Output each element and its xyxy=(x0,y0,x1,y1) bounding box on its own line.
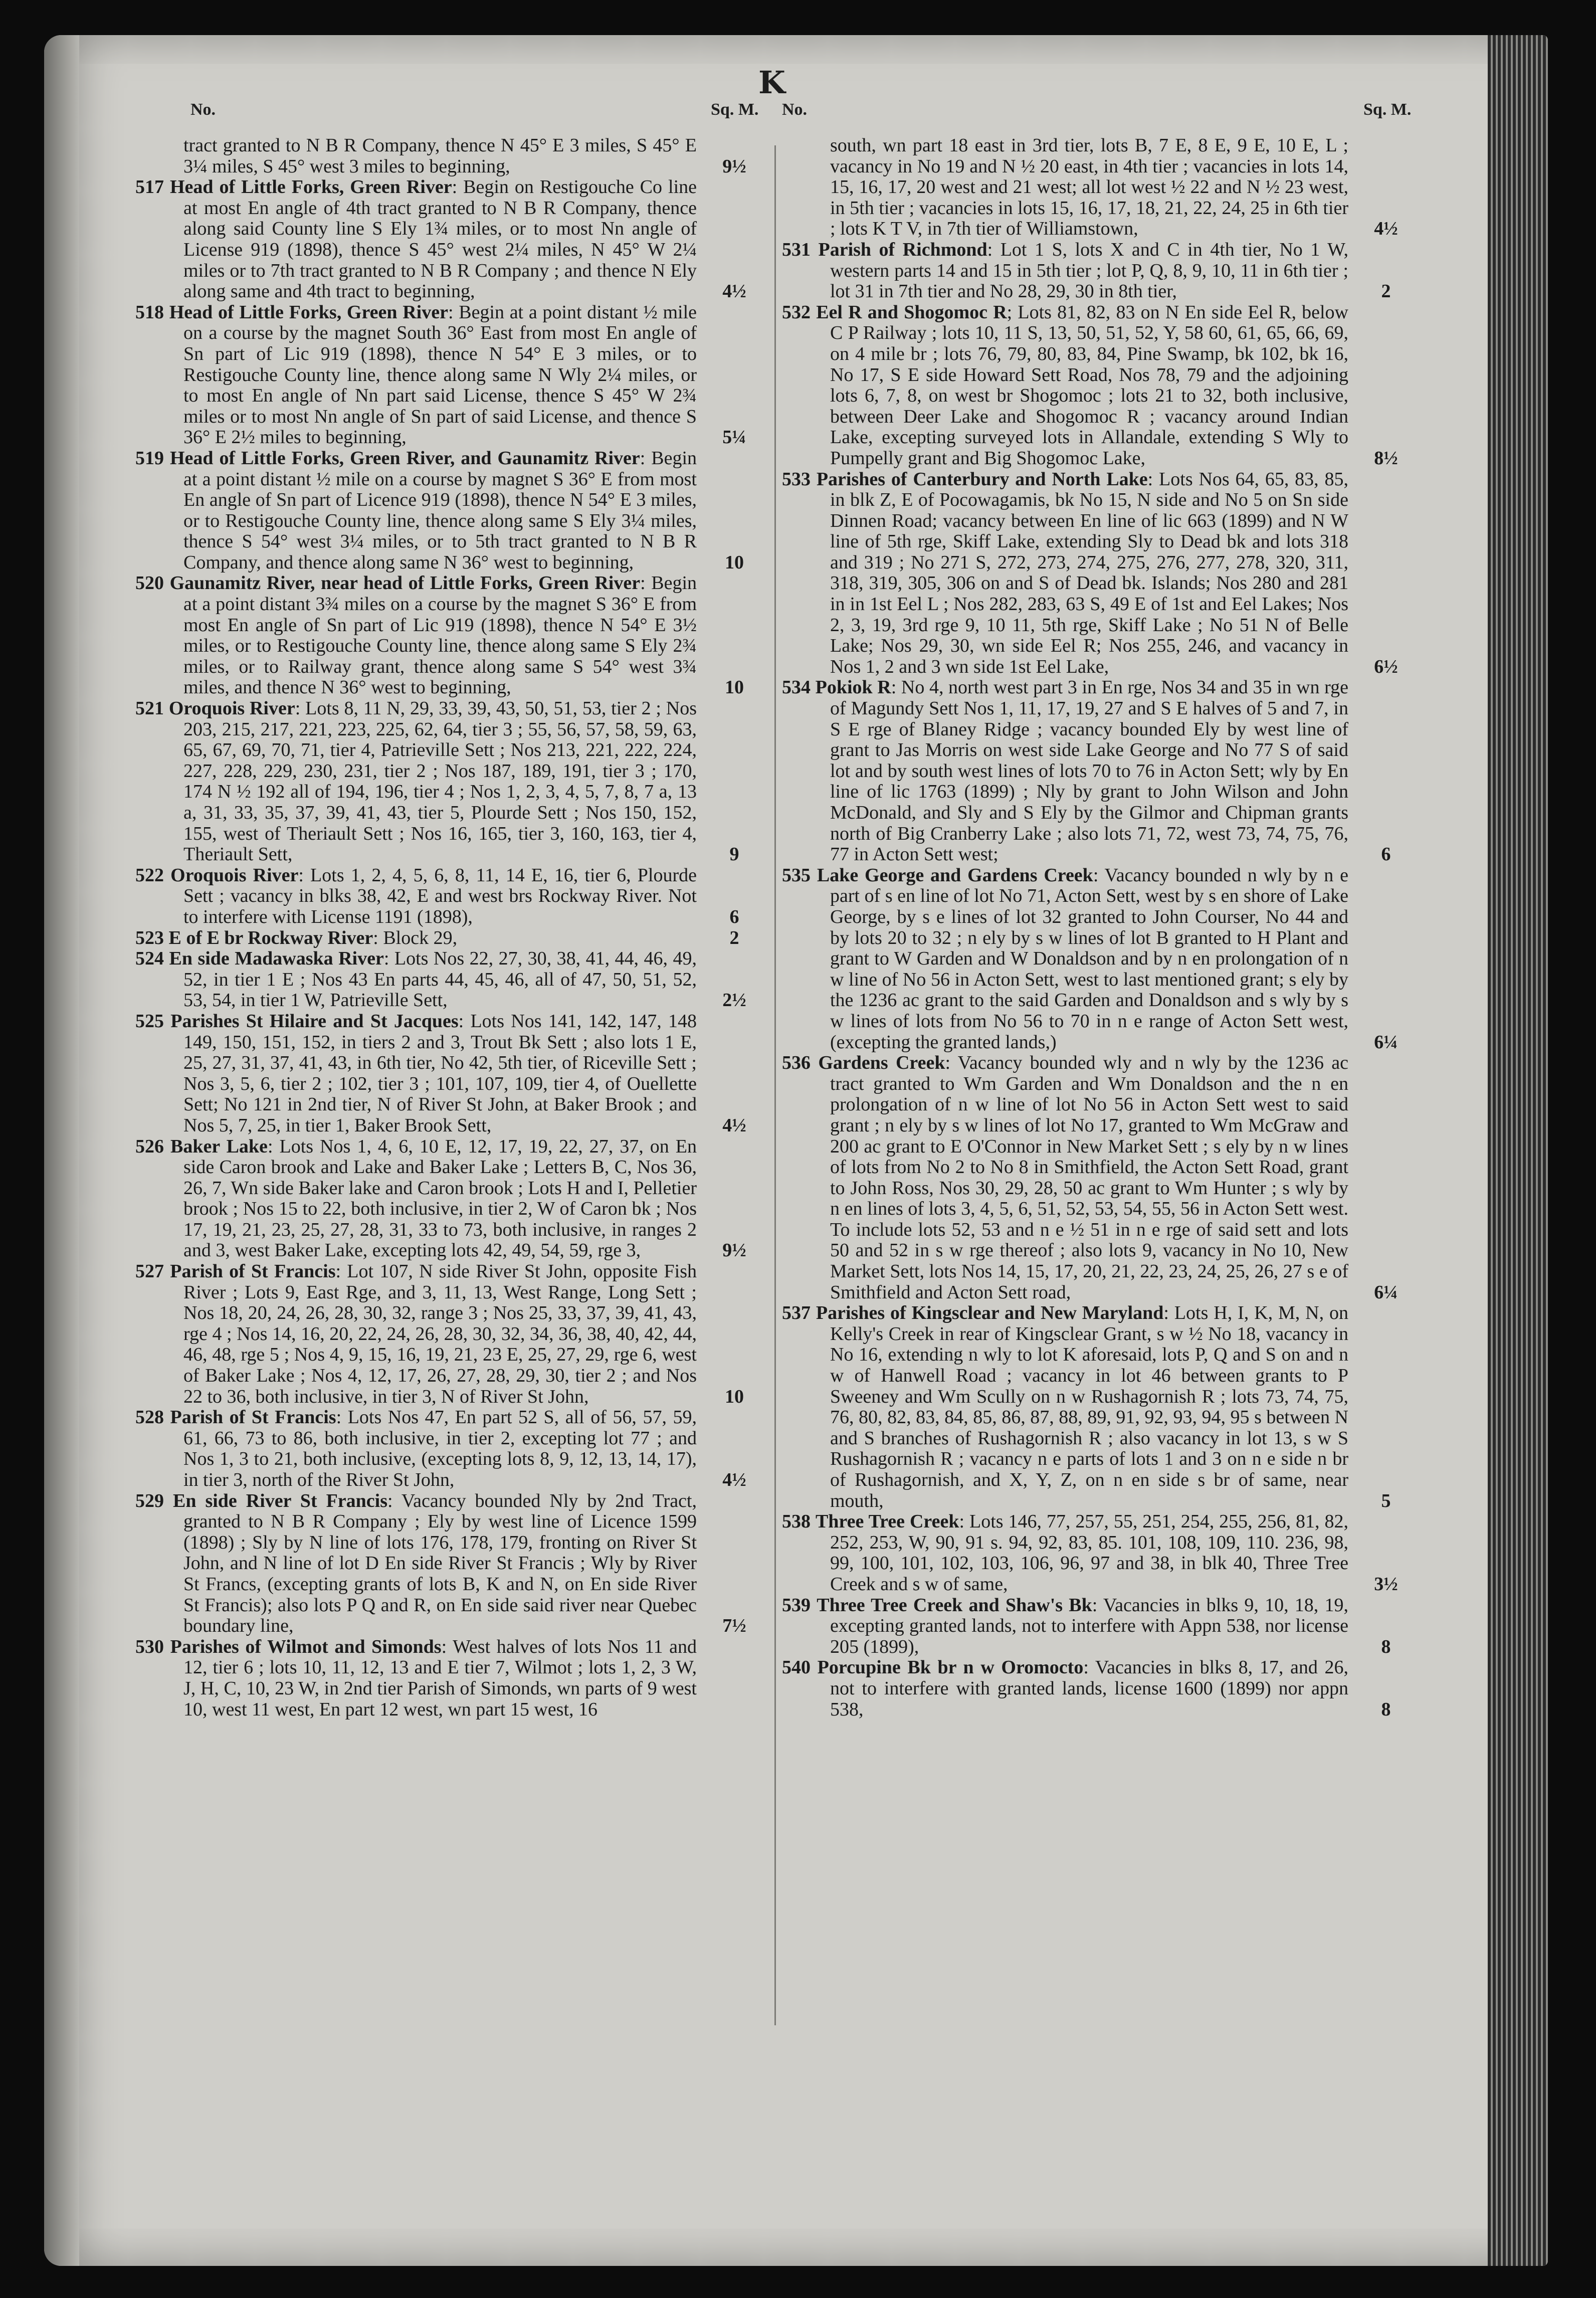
register-entry xyxy=(135,1261,762,1407)
register-entry xyxy=(782,1053,1414,1303)
entry-text: : Vacancies in blks 8, 17, and 26, not to interfere with granted lands, license 1600 (1899) nor appn 538, xyxy=(830,1657,1349,1720)
entry-text: tract granted to N B R Company, thence N 45° E 3 miles, S 45° E 3¼ miles, S 45° west 3 miles to beginning, xyxy=(183,135,697,177)
register-entry xyxy=(135,1136,762,1262)
entry-text: : Begin on Restigouche Co line at most En angle of 4th tract granted to N B R Company, thence along said County line S Ely 1¾ miles, or to most Nn angle of License 919 (1898), thence S 45° west 2¼ miles, N 45° W 2¼ miles or to 7th tract granted to N B R Company ; and thence N Ely along same and 4th tract to beginning, xyxy=(183,176,697,302)
right-no-header: No. xyxy=(782,100,808,119)
column-divider xyxy=(774,145,776,2025)
entry-number: 534 xyxy=(782,677,811,698)
entry-title: En side River St Francis xyxy=(172,1490,388,1511)
entry-number: 538 xyxy=(782,1511,811,1533)
entry-title: En side Madawaska River xyxy=(169,948,384,970)
entry-number: 517 xyxy=(135,176,164,198)
entry-sqm: 5¼ xyxy=(722,427,746,448)
register-entry xyxy=(782,302,1414,469)
page-letter: K xyxy=(758,64,785,101)
register-entry xyxy=(135,1011,762,1136)
entry-sqm: 6 xyxy=(729,906,739,927)
entry-number: 533 xyxy=(782,468,811,490)
left-column xyxy=(135,135,762,1720)
entry-number: 535 xyxy=(782,864,811,886)
entry-sqm: 8½ xyxy=(1374,447,1398,469)
left-sqm-header: Sq. M. xyxy=(711,100,759,119)
register-entry xyxy=(135,302,762,448)
entry-title: Lake George and Gardens Creek xyxy=(817,864,1093,886)
entry-number: 528 xyxy=(135,1407,164,1428)
entry-sqm: 10 xyxy=(725,1386,744,1407)
entry-title: Parishes of Canterbury and North Lake xyxy=(816,468,1148,490)
entry-number: 520 xyxy=(135,572,164,594)
entry-sqm: 10 xyxy=(725,551,744,573)
entry-number: 527 xyxy=(135,1261,164,1282)
page-gutter-shadow xyxy=(44,35,79,2266)
entry-title: Head of Little Forks, Green River, and Gaunamitz River xyxy=(169,447,640,469)
entry-title: Parish of St Francis xyxy=(170,1261,336,1282)
entry-number: 536 xyxy=(782,1052,811,1074)
entry-title: Parishes of Kingsclear and New Maryland xyxy=(816,1302,1164,1324)
register-entry xyxy=(135,448,762,573)
register-entry xyxy=(782,1657,1414,1720)
entry-number: 524 xyxy=(135,948,164,970)
entry-text: : Vacancy bounded wly and n wly by the 1236 ac tract granted to Wm Garden and Wm Donaldson and the n en prolongation of n w line of lot No 56 in Acton Sett west to said grant ; n ely by s w lines of lot No 17, granted to Wm McGraw and 200 ac grant to E O'Connor in New Market Sett ; s ely by n w lines of lots from No 2 to No 8 in Smithfield, the Acton Sett Road, grant to John Ross, Nos 30, 29, 28, 50 ac grant to Wm Hunter ; s wly by n en lines of lots 3, 4, 5, 6, 51, 52, 53, 54, 55, 56 in Acton Sett west. To include lots 52, 53 and n e ½ 51 in n e rge of said sett and lots 50 and 52 in s w rge thereof ; also lots 9, vacancy in No 10, New Market Sett, lots Nos 14, 15, 17, 20, 21, 22, 23, 24, 25, 26, 27 s e of Smithfield and Acton Sett road, xyxy=(830,1052,1348,1303)
entry-title: Baker Lake xyxy=(170,1135,268,1157)
entry-number: 519 xyxy=(135,447,164,469)
entry-title: Parishes St Hilaire and St Jacques xyxy=(170,1010,459,1032)
entry-sqm: 4½ xyxy=(722,1469,746,1490)
entry-sqm: 6¼ xyxy=(1374,1281,1398,1303)
register-entry xyxy=(782,865,1414,1053)
entry-text: : West halves of lots Nos 11 and 12, tier 6 ; lots 10, 11, 12, 13 and E tier 7, Wilmot ; lots 1, 2, 3 W, J, H, C, 10, 23 W, in 2nd tier Parish of Simonds, wn parts of 9 west 10, west 11 west, En part 12 west, wn part 15 west, 16 xyxy=(183,1636,697,1720)
entry-text: : Lots Nos 64, 65, 83, 85, in blk Z, E of Pocowagamis, bk No 15, N side and No 5 on Sn side Dinnen Road; vacancy between En line of lic 663 (1899) and N W line of 5th rge, Skiff Lake, extending Sly to Dead bk and lots 318 and 319 ; No 271 S, 272, 273, 274, 275, 276, 277, 278, 320, 311, 318, 319, 305, 306 on and S of Dead bk. Islands; Nos 280 and 281 in in 1st Eel L ; Nos 282, 283, 63 S, 49 E of 1st and Eel Lakes; Nos 2, 3, 19, 3rd rge 9, 10 11, 5th rge, Skiff Lake ; No 51 N of Belle Lake; Nos 29, 30, wn side Eel R; Nos 255, 246, and vacancy in Nos 1, 2 and 3 wn side 1st Eel Lake, xyxy=(830,468,1348,677)
entry-text: : Lot 107, N side River St John, opposite Fish River ; Lots 9, East Rge, and 3, 11, 13, West Range, Long Sett ; Nos 18, 20, 24, 26, 28, 30, 32, range 3 ; Nos 25, 33, 37, 39, 41, 43, rge 4 ; Nos 14, 16, 20, 22, 24, 26, 28, 30, 32, 34, 36, 38, 40, 42, 44, 46, 48, rge 5 ; Nos 4, 9, 15, 16, 19, 21, 23 E, 25, 27, 29, rge 6, west of Baker Lake ; Nos 4, 12, 17, 26, 27, 28, 29, 30, tier 2 ; and Nos 22 to 36, both inclusive, in tier 3, N of River St John, xyxy=(183,1261,697,1407)
entry-text: : No 4, north west part 3 in En rge, Nos 34 and 35 in wn rge of Magundy Sett Nos 1, 11, 17, 19, 27 and S E halves of 5 and 7, in S E rge of Blaney Ridge ; vacancy bounded Ely by west line of grant to Jas Morris on west side Lake George and No 77 S of said lot and by south west lines of lots 70 to 76 in Acton Sett; wly by En line of lic 1763 (1899) ; Nly by grant to John Wilson and John McDonald, and Sly and S Ely by the Gilmor and Chipman grants north of Big Cranberry Lake ; also lots 71, 72, west 73, 74, 75, 76, 77 in Acton Sett west; xyxy=(830,677,1349,865)
entry-sqm: 9½ xyxy=(722,155,746,177)
entry-text: : Begin at a point distant ½ mile on a course by the magnet South 36° East from most En angle of Sn part of Lic 919 (1898), thence N 54° E 3 miles, or to Restigouche County line, thence along same N Wly 2¼ miles, or to most En angle of Nn part said License, thence S 45° W 2¾ miles or to most Nn angle of Sn part of said License, and thence S 36° E 2½ miles to beginning, xyxy=(183,301,697,448)
entry-title: Eel R and Shogomoc R xyxy=(816,301,1007,323)
entry-text: : Vacancy bounded n wly by n e part of s en line of lot No 71, Acton Sett, west by s en shore of Lake George, by s e lines of lot 32 granted to John Courser, No 44 and by lots 20 to 32 ; n ely by s w lines of lot B granted to H Plant and grant to W Garden and W Donaldson and by n en prolongation of n w line of No 56 in Acton Sett, west to last mentioned grant; s ely by the 1236 ac grant to the said Garden and Donaldson and s wly by s w lines of lots from No 56 to 70 in n e range of Acton Sett west, (excepting the granted lands,) xyxy=(830,864,1348,1053)
register-entry xyxy=(135,698,762,865)
entry-number: 525 xyxy=(135,1010,164,1032)
entry-text: : Lots H, I, K, M, N, on Kelly's Creek in rear of Kingsclear Grant, s w ½ No 18, vacancy in No 16, extending n wly to lot K aforesaid, lots P, Q and S on and n w of Hanwell Road ; vacancy in lot 46 between grants to P Sweeney and Wm Scully on n w Rushagornish R ; lots 73, 74, 75, 76, 80, 82, 83, 84, 85, 86, 87, 88, 89, 91, 92, 93, 94, 95 s between N and S branches of Rushagornish R ; also vacancy in lot 13, s w S Rushagornish R ; vacancy n e parts of lots 1 and 3 on n e side n br of Rushagornish, and X, Y, Z, on n en side s br of same, near mouth, xyxy=(830,1302,1349,1511)
entry-title: Porcupine Bk br n w Oromocto xyxy=(817,1657,1084,1678)
register-entry xyxy=(135,1491,762,1637)
entry-text: : Lots 1, 2, 4, 5, 6, 8, 11, 14 E, 16, tier 6, Plourde Sett ; vacancy in blks 38, 42, E and west brs Rockway River. Not to interfere with License 1191 (1898), xyxy=(183,864,697,927)
right-sqm-header: Sq. M. xyxy=(1363,100,1412,119)
entry-title: Parishes of Wilmot and Simonds xyxy=(170,1636,442,1657)
register-entry xyxy=(135,177,762,302)
page-edge-stack xyxy=(1488,35,1548,2266)
entry-title: Head of Little Forks, Green River xyxy=(169,301,448,323)
register-entry xyxy=(782,677,1414,865)
right-column xyxy=(782,135,1414,1720)
entry-number: 530 xyxy=(135,1636,164,1657)
entry-number: 537 xyxy=(782,1302,811,1324)
entry-text: : Begin at a point distant 3¾ miles on a course by the magnet S 36° E from most En angle of Sn part of Lic 919 (1898), thence N 54° E 3½ miles, or to Restigouche County line, thence along same S Ely 2¾ miles, or to Railway grant, thence along same S 54° west 3¾ miles, and thence N 36° west to beginning, xyxy=(183,572,697,698)
entry-number: 526 xyxy=(135,1135,164,1157)
register-entry xyxy=(135,865,762,928)
entry-text: : Lots Nos 141, 142, 147, 148 149, 150, 151, 152, in tiers 2 and 3, Trout Bk Sett ; also lots 1 E, 25, 27, 31, 37, 41, 43, in 6th tier, No 42, 5th tier, of Riceville Sett ; Nos 3, 5, 6, tier 2 ; 102, tier 3 ; 101, 107, 109, tier 4, of Ouellette Sett; No 121 in 2nd tier, N of River St John, at Baker Brook ; and Nos 5, 7, 25, in tier 1, Baker Brook Sett, xyxy=(183,1010,697,1136)
entry-sqm: 8 xyxy=(1381,1698,1391,1720)
entry-sqm: 2½ xyxy=(722,990,746,1011)
entry-sqm: 6 xyxy=(1381,844,1391,865)
entry-text: : Vacancy bounded Nly by 2nd Tract, granted to N B R Company ; Ely by west line of Licence 1599 (1898) ; Sly by N line of lots 176, 178, 179, fronting on River St John, and N line of lot D En side River St Francis ; Wly by River St Francs, (excepting grants of lots B, K and N, on En side River St Francis); also lots P Q and R, on En side said river near Quebec boundary line, xyxy=(183,1490,697,1637)
register-entry xyxy=(135,573,762,698)
entry-sqm: 6¼ xyxy=(1374,1031,1398,1053)
entry-text: : Lots Nos 22, 27, 30, 38, 41, 44, 46, 49, 52, in tier 1 E ; Nos 43 En parts 44, 45, 46, all of 47, 50, 51, 52, 53, 54, in tier 1 W, Patrieville Sett, xyxy=(183,948,697,1011)
entry-number: 540 xyxy=(782,1657,811,1678)
entry-text: : Lot 1 S, lots X and C in 4th tier, No 1 W, western parts 14 and 15 in 5th tier ; lot P, Q, 8, 9, 10, 11 in 6th tier ; lot 31 in 7th tier and No 28, 29, 30 in 8th tier, xyxy=(830,239,1348,302)
register-entry xyxy=(782,1511,1414,1595)
entry-number: 529 xyxy=(135,1490,164,1511)
entry-sqm: 9½ xyxy=(722,1240,746,1261)
register-entry xyxy=(782,1303,1414,1511)
entry-text: : Lots 146, 77, 257, 55, 251, 254, 255, 256, 81, 82, 252, 253, W, 90, 91 s. 94, 92, 83, 85. 101, 108, 109, 110. 236, 98, 99, 100, 101, 102, 103, 106, 96, 97 and 38, in blk 40, Three Tree Creek and s w of same, xyxy=(830,1511,1348,1595)
entry-title: Gardens Creek xyxy=(818,1052,945,1074)
entry-sqm: 2 xyxy=(729,927,739,948)
entry-sqm: 2 xyxy=(1381,281,1391,302)
entry-text: south, wn part 18 east in 3rd tier, lots B, 7 E, 8 E, 9 E, 10 E, L ; vacancy in No 19 and N ½ 20 east, in 4th tier ; vacancies in lots 14, 15, 16, 17, 20 west and 21 west; all lot west ½ 22 and N ½ 23 west, in 5th tier ; vacancies in lots 15, 16, 17, 18, 21, 22, 24, 25 in 6th tier ; lots K T V, in 7th tier of Williamstown, xyxy=(830,135,1348,240)
entry-sqm: 9 xyxy=(729,844,739,865)
entry-number: 518 xyxy=(135,301,164,323)
entry-number: 531 xyxy=(782,239,811,260)
entry-text: : Begin at a point distant ½ mile on a course by magnet S 36° E from most En angle of Sn part of Licence 919 (1898), thence N 54° E 3 miles, or to Restigouche County line, thence along same S Ely 3¼ miles, thence S 54° west 3¼ miles, or to 5th tract granted to N B R Company, and thence along same N 36° west to beginning, xyxy=(183,447,697,573)
register-entry xyxy=(135,1637,762,1720)
register-entry xyxy=(135,928,762,949)
entry-title: Pokiok R xyxy=(815,677,891,698)
entry-title: Oroquois River xyxy=(168,698,295,719)
entry-sqm: 10 xyxy=(725,677,744,698)
entry-number: 539 xyxy=(782,1594,811,1616)
left-no-header: No. xyxy=(190,100,216,119)
entry-sqm: 4½ xyxy=(722,1114,746,1136)
entry-title: Head of Little Forks, Green River xyxy=(169,176,452,198)
entry-text: ; Lots 81, 82, 83 on N En side Eel R, below C P Railway ; lots 10, 11 S, 13, 50, 51, 52, Y, 58 60, 61, 65, 66, 69, on 4 mile br ; lots 76, 79, 80, 83, 84, Pine Swamp, bk 102, bk 16, No 17, S E side Howard Sett Road, Nos 78, 79 and the adjoining lots 6, 7, 8, on west br Shogomoc ; lots 21 to 32, both inclusive, between Deer Lake and Shogomoc R ; vacancy around Indian Lake, excepting surveyed lots in Allandale, extending S Wly to Pumpelly grant and Big Shogomoc Lake, xyxy=(830,301,1348,469)
entry-title: Gaunamitz River, near head of Little Forks, Green River xyxy=(169,572,641,594)
entry-number: 522 xyxy=(135,864,164,886)
entry-title: Parish of Richmond xyxy=(818,239,987,260)
entry-title: Oroquois River xyxy=(170,864,299,886)
entry-sqm: 5 xyxy=(1381,1490,1391,1511)
entry-text: : Lots Nos 47, En part 52 S, all of 56, 57, 59, 61, 66, 73 to 86, both inclusive, in tier 2, excepting lot 77 ; and Nos 1, 3 to 21, both inclusive, (excepting lots 8, 9, 12, 13, 14, 17), in tier 3, north of the River St John, xyxy=(183,1407,697,1490)
register-entry xyxy=(135,1407,762,1490)
entry-title: E of E br Rockway River xyxy=(168,927,373,948)
entry-text: : Lots 8, 11 N, 29, 33, 39, 43, 50, 51, 53, tier 2 ; Nos 203, 215, 217, 221, 223, 225, 62, 64, tier 3 ; 55, 56, 57, 58, 59, 63, 65, 67, 69, 70, 71, tier 4, Patrieville Sett ; Nos 213, 221, 222, 224, 227, 228, 229, 230, 231, tier 2 ; Nos 187, 189, 191, tier 3 ; 170, 174 N ½ 192 all of 194, 196, tier 4 ; Nos 1, 2, 3, 4, 5, 7, 8, 7 a, 13 a, 31, 33, 35, 37, 39, 41, 43, tier 5, Plourde Sett ; Nos 150, 152, 155, west of Theriault Sett ; Nos 16, 165, tier 3, 160, 163, tier 4, Theriault Sett, xyxy=(183,698,697,865)
entry-title: Parish of St Francis xyxy=(170,1407,336,1428)
entry-sqm: 7½ xyxy=(722,1615,746,1637)
register-entry xyxy=(782,240,1414,302)
register-entry xyxy=(782,135,1414,240)
entry-text: : Block 29, xyxy=(373,927,458,948)
register-entry xyxy=(135,948,762,1011)
entry-sqm: 6½ xyxy=(1374,656,1398,677)
entry-sqm: 3½ xyxy=(1374,1573,1398,1595)
entry-sqm: 4½ xyxy=(722,281,746,302)
entry-number: 523 xyxy=(135,927,164,948)
register-entry xyxy=(782,1595,1414,1658)
entry-text: : Vacancies in blks 9, 10, 18, 19, excepting granted lands, not to interfere with Appn 538, nor license 205 (1899), xyxy=(830,1594,1349,1657)
register-entry xyxy=(135,135,762,177)
entry-sqm: 4½ xyxy=(1374,218,1398,240)
entry-title: Three Tree Creek and Shaw's Bk xyxy=(817,1594,1092,1616)
entry-number: 521 xyxy=(135,698,164,719)
entry-number: 532 xyxy=(782,301,811,323)
entry-sqm: 8 xyxy=(1381,1636,1391,1657)
entry-text: : Lots Nos 1, 4, 6, 10 E, 12, 17, 19, 22, 27, 37, on En side Caron brook and Lake and Baker Lake ; Letters B, C, Nos 36, 26, 7, Wn side Baker lake and Caron brook ; Lots H and I, Pelletier brook ; Nos 15 to 22, both inclusive, in tier 2, W of Caron bk ; Nos 17, 19, 21, 23, 25, 27, 28, 31, 33 to 73, both inclusive, in ranges 2 and 3, west Baker Lake, excepting lots 42, 49, 54, 59, rge 3, xyxy=(183,1135,697,1261)
register-entry xyxy=(782,469,1414,678)
entry-title: Three Tree Creek xyxy=(815,1511,959,1533)
